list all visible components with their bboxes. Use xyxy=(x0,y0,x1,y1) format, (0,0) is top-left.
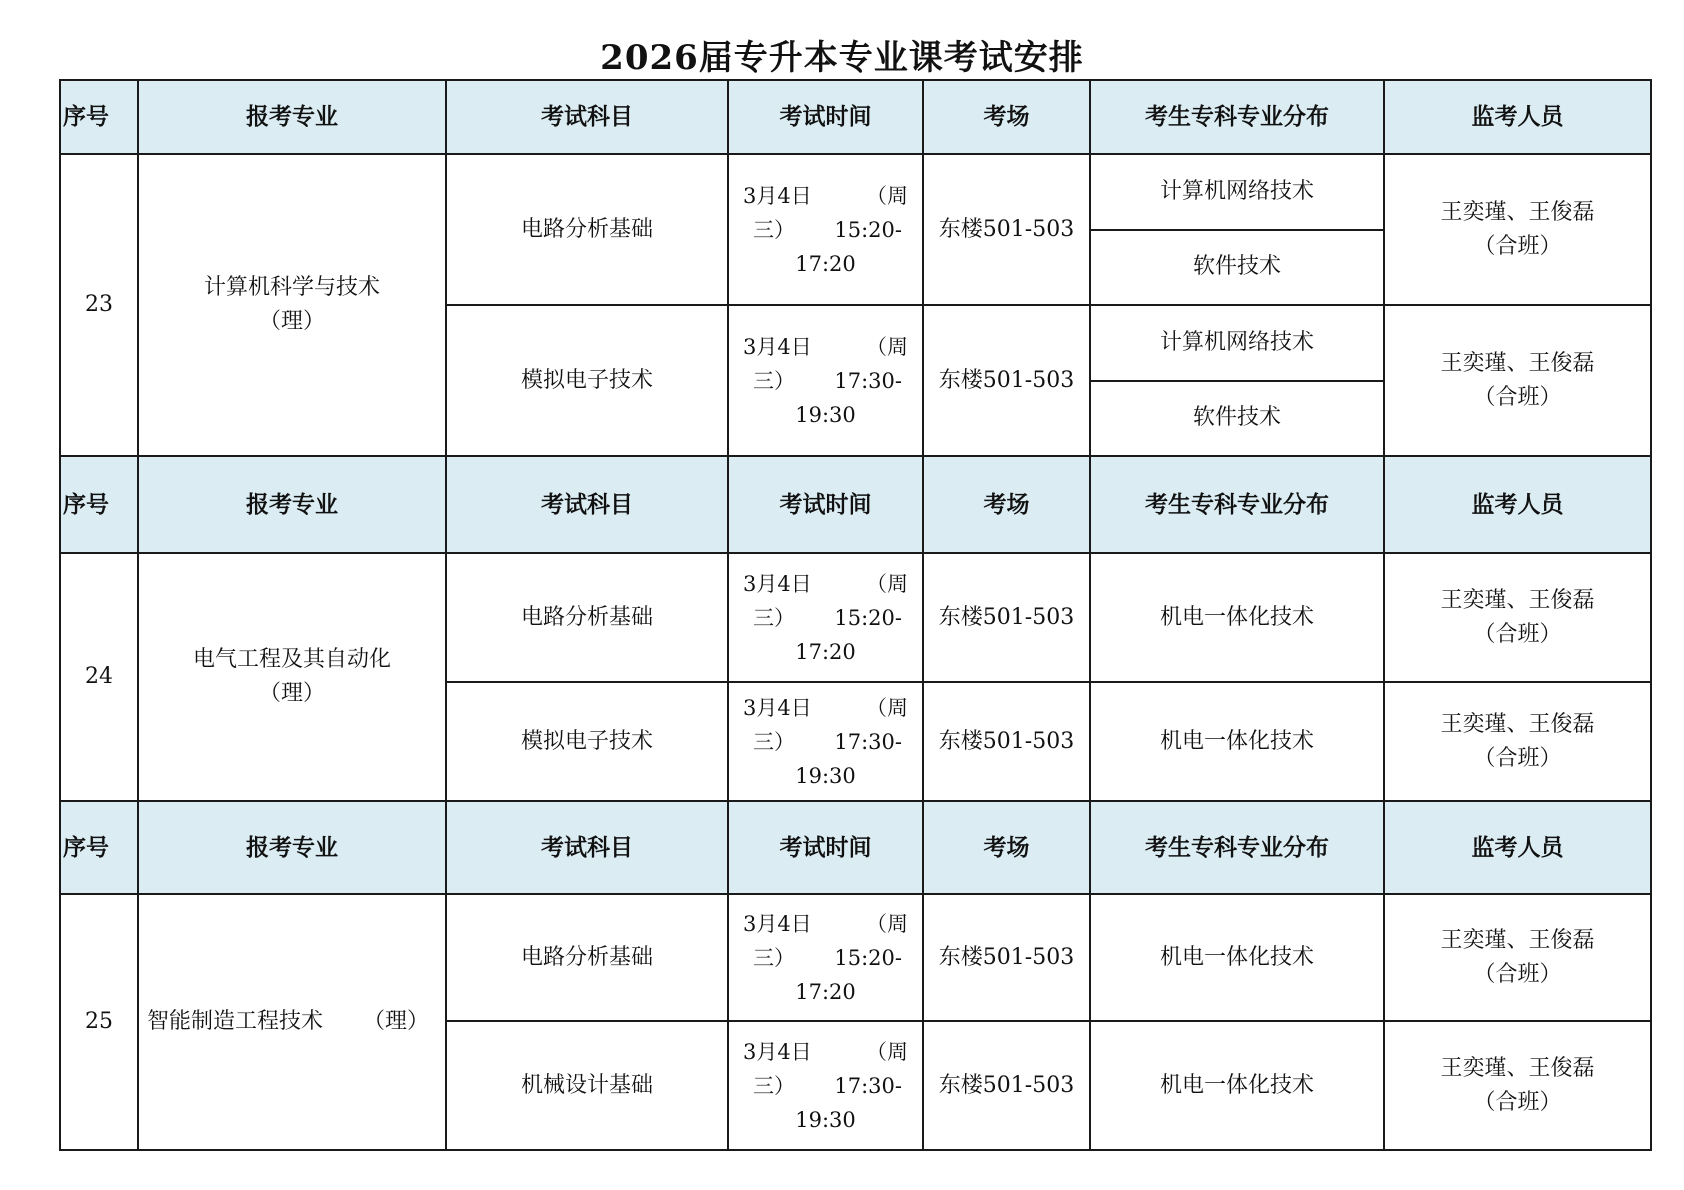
exam-weekday-close: 三） xyxy=(753,605,795,630)
major-name: 智能制造工程技术 xyxy=(147,1009,324,1034)
room-cell: 东楼501-503 xyxy=(923,1021,1090,1150)
header-seq: 序号 xyxy=(60,801,138,894)
exam-weekday-open: （周 xyxy=(866,571,908,596)
header-seq: 序号 xyxy=(60,80,138,154)
exam-weekday-open: （周 xyxy=(866,695,908,720)
seq-cell: 23 xyxy=(60,154,138,456)
dist-item: 软件技术 xyxy=(1091,229,1383,305)
major-cell xyxy=(138,154,446,456)
proctor-names: 王奕瑾、王俊磊 xyxy=(1440,1055,1595,1081)
subject-cell: 模拟电子技术 xyxy=(446,305,728,456)
exam-end: 17:20 xyxy=(795,979,856,1004)
exam-start: 15:20- xyxy=(834,945,902,970)
major-type: （理） xyxy=(363,1009,430,1034)
header-time: 考试时间 xyxy=(728,801,923,894)
exam-weekday-open: （周 xyxy=(866,334,908,359)
subject-cell: 电路分析基础 xyxy=(446,894,728,1021)
exam-start: 17:30- xyxy=(834,368,902,393)
major-type: （理） xyxy=(258,309,325,334)
proctor-names: 王奕瑾、王俊磊 xyxy=(1440,711,1595,737)
header-subject: 考试科目 xyxy=(446,801,728,894)
header-row xyxy=(60,80,1651,154)
seq-cell: 24 xyxy=(60,553,138,801)
proctor-names: 王奕瑾、王俊磊 xyxy=(1440,587,1595,613)
exam-date: 3月4日 xyxy=(743,695,812,720)
exam-date: 3月4日 xyxy=(743,571,812,596)
exam-date: 3月4日 xyxy=(743,334,812,359)
exam-start: 17:30- xyxy=(834,1073,902,1098)
seq-cell: 25 xyxy=(60,894,138,1150)
exam-end: 19:30 xyxy=(795,402,856,427)
major-name: 计算机科学与技术 xyxy=(203,275,380,300)
header-room: 考场 xyxy=(923,801,1090,894)
exam-weekday-open: （周 xyxy=(866,911,908,936)
proctor-note: （合班） xyxy=(1473,961,1562,987)
room-cell: 东楼501-503 xyxy=(923,553,1090,682)
proctor-note: （合班） xyxy=(1473,384,1562,410)
major-cell xyxy=(138,894,446,1150)
exam-weekday-open: （周 xyxy=(866,183,908,208)
time-cell xyxy=(728,682,923,801)
proctor-cell xyxy=(1384,894,1651,1021)
header-proctor: 监考人员 xyxy=(1384,456,1651,553)
proctor-note: （合班） xyxy=(1473,745,1562,771)
exam-start: 15:20- xyxy=(834,605,902,630)
header-proctor: 监考人员 xyxy=(1384,80,1651,154)
proctor-names: 王奕瑾、王俊磊 xyxy=(1440,350,1595,376)
exam-weekday-close: 三） xyxy=(753,945,795,970)
exam-weekday-close: 三） xyxy=(753,729,795,754)
major-type: （理） xyxy=(258,681,325,706)
dist-item: 软件技术 xyxy=(1091,380,1383,456)
exam-date: 3月4日 xyxy=(743,1039,812,1064)
time-cell xyxy=(728,305,923,456)
header-time: 考试时间 xyxy=(728,80,923,154)
header-seq: 序号 xyxy=(60,456,138,553)
major-cell xyxy=(138,553,446,801)
dist-cell: 机电一体化技术 xyxy=(1090,553,1384,682)
header-dist: 考生专科专业分布 xyxy=(1090,801,1384,894)
exam-weekday-close: 三） xyxy=(753,217,795,242)
time-cell xyxy=(728,1021,923,1150)
header-dist: 考生专科专业分布 xyxy=(1090,80,1384,154)
exam-end: 19:30 xyxy=(795,1107,856,1132)
proctor-cell xyxy=(1384,154,1651,305)
room-cell: 东楼501-503 xyxy=(923,894,1090,1021)
major-name: 电气工程及其自动化 xyxy=(192,647,391,672)
exam-weekday-close: 三） xyxy=(753,368,795,393)
room-cell: 东楼501-503 xyxy=(923,305,1090,456)
table-row xyxy=(60,894,1651,1021)
proctor-cell xyxy=(1384,553,1651,682)
proctor-names: 王奕瑾、王俊磊 xyxy=(1440,927,1595,953)
room-cell: 东楼501-503 xyxy=(923,682,1090,801)
proctor-cell xyxy=(1384,305,1651,456)
dist-cell: 机电一体化技术 xyxy=(1090,894,1384,1021)
dist-cell: 机电一体化技术 xyxy=(1090,1021,1384,1150)
header-dist: 考生专科专业分布 xyxy=(1090,456,1384,553)
time-cell xyxy=(728,154,923,305)
page-title: 2026届专升本专业课考试安排 xyxy=(600,38,1084,78)
exam-weekday-close: 三） xyxy=(753,1073,795,1098)
proctor-names: 王奕瑾、王俊磊 xyxy=(1440,199,1595,225)
header-major: 报考专业 xyxy=(138,80,446,154)
exam-date: 3月4日 xyxy=(743,183,812,208)
dist-cell: 机电一体化技术 xyxy=(1090,682,1384,801)
proctor-note: （合班） xyxy=(1473,1089,1562,1115)
header-row xyxy=(60,801,1651,894)
header-row xyxy=(60,456,1651,553)
proctor-note: （合班） xyxy=(1473,621,1562,647)
header-major: 报考专业 xyxy=(138,456,446,553)
subject-cell: 电路分析基础 xyxy=(446,553,728,682)
exam-end: 19:30 xyxy=(795,763,856,788)
dist-cell xyxy=(1090,154,1384,305)
room-cell: 东楼501-503 xyxy=(923,154,1090,305)
header-room: 考场 xyxy=(923,456,1090,553)
header-subject: 考试科目 xyxy=(446,456,728,553)
proctor-cell xyxy=(1384,1021,1651,1150)
proctor-cell xyxy=(1384,682,1651,801)
dist-cell xyxy=(1090,305,1384,456)
exam-weekday-open: （周 xyxy=(866,1039,908,1064)
exam-schedule-table xyxy=(59,79,1652,1151)
table-row xyxy=(60,553,1651,682)
header-major: 报考专业 xyxy=(138,801,446,894)
dist-item: 计算机网络技术 xyxy=(1159,178,1314,204)
subject-cell: 电路分析基础 xyxy=(446,154,728,305)
header-proctor: 监考人员 xyxy=(1384,801,1651,894)
exam-date: 3月4日 xyxy=(743,911,812,936)
header-time: 考试时间 xyxy=(728,456,923,553)
exam-end: 17:20 xyxy=(795,639,856,664)
time-cell xyxy=(728,553,923,682)
subject-cell: 机械设计基础 xyxy=(446,1021,728,1150)
exam-start: 17:30- xyxy=(834,729,902,754)
table-row xyxy=(60,154,1651,305)
subject-cell: 模拟电子技术 xyxy=(446,682,728,801)
header-room: 考场 xyxy=(923,80,1090,154)
proctor-note: （合班） xyxy=(1473,233,1562,259)
exam-end: 17:20 xyxy=(795,251,856,276)
time-cell xyxy=(728,894,923,1021)
header-subject: 考试科目 xyxy=(446,80,728,154)
exam-start: 15:20- xyxy=(834,217,902,242)
dist-item: 计算机网络技术 xyxy=(1159,329,1314,355)
